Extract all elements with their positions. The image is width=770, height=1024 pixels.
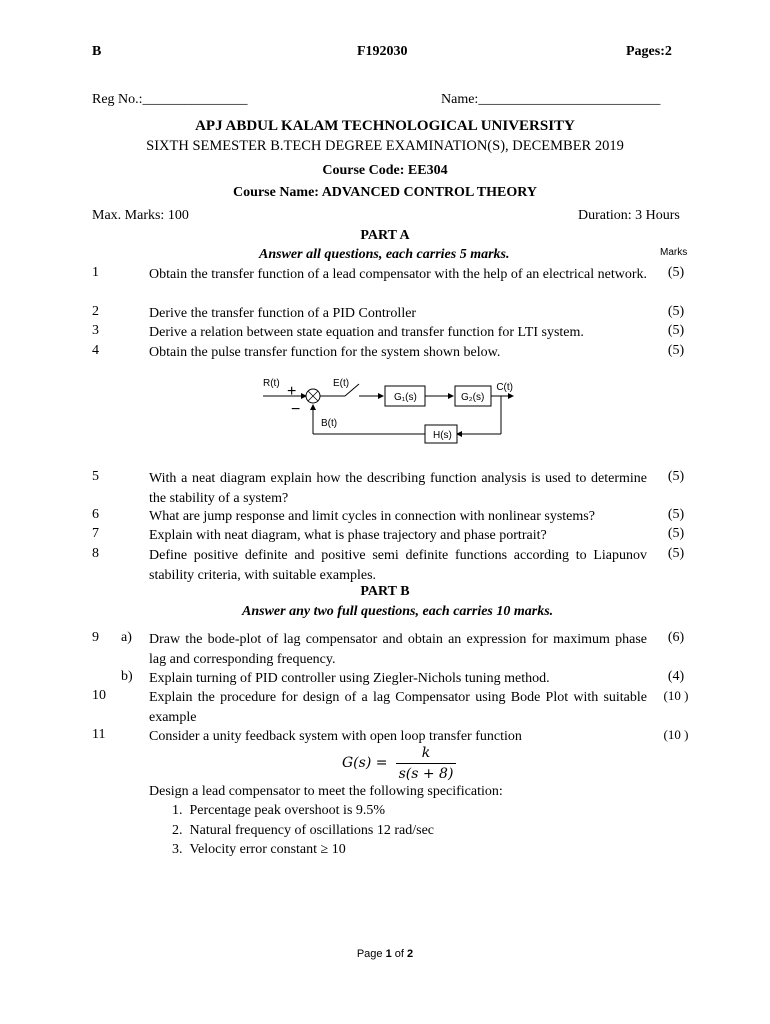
question-text: Derive the transfer function of a PID Controller: [149, 306, 417, 321]
block-diagram: [255, 372, 515, 447]
question-number: 3: [92, 323, 99, 338]
question-number: 9: [92, 630, 99, 645]
spec-item: 1. Percentage peak overshoot is 9.5%: [172, 803, 386, 818]
question-text: Explain the procedure for design of a lag Compensator using Bode Plot with suitable example: [149, 690, 647, 725]
name-field: Name:__________________________: [441, 92, 661, 107]
question-text: Obtain the pulse transfer function for the system shown below.: [149, 345, 501, 360]
exam-set: B: [92, 44, 102, 59]
label-c: C(t): [496, 382, 513, 393]
subquestion-label: b): [121, 669, 133, 684]
course-name: Course Name: ADVANCED CONTROL THEORY: [233, 185, 537, 200]
equation-lhs: G(s) =: [342, 755, 388, 771]
question-text: Define positive definite and positive semi definite functions according to Liapunov stability criteria, with suitable examples.: [149, 548, 647, 583]
fraction-bar: [396, 763, 456, 764]
label-plus: +: [287, 383, 297, 400]
question-marks: (5): [667, 343, 685, 358]
question-marks: (5): [667, 526, 685, 541]
question-number: 10: [92, 688, 106, 703]
max-marks: Max. Marks: 100: [92, 208, 189, 223]
question-text: Consider a unity feedback system with open loop transfer function: [149, 729, 522, 744]
question-number: 1: [92, 265, 99, 280]
question-text: Explain turning of PID controller using Ziegler-Nichols tuning method.: [149, 671, 550, 686]
question-number: 11: [92, 727, 106, 742]
label-g2: G₂(s): [461, 392, 485, 403]
part-a-instruction: Answer all questions, each carries 5 marks.: [259, 247, 510, 262]
question-marks: (6): [667, 630, 685, 645]
question-number: 6: [92, 507, 99, 522]
page-count: Pages:2: [626, 44, 672, 59]
page-footer: [0, 948, 770, 960]
part-a-title: PART A: [360, 228, 410, 243]
label-r: R(t): [263, 378, 280, 389]
label-g1: G₁(s): [394, 392, 417, 403]
course-code: Course Code: EE304: [322, 163, 448, 178]
duration: Duration: 3 Hours: [578, 208, 680, 223]
question-number: 8: [92, 546, 99, 561]
footer-prefix: Page: [356, 948, 386, 960]
equation-denominator: s(s + 8): [398, 766, 454, 782]
question-marks: (5): [667, 507, 685, 522]
label-h: H(s): [433, 430, 452, 441]
question-number: 5: [92, 469, 99, 484]
subquestion-label: a): [121, 630, 132, 645]
spec-item: 2. Natural frequency of oscillations 12 rad/sec: [172, 823, 435, 838]
question-text: With a neat diagram explain how the describing function analysis is used to determine the stability of a system?: [149, 471, 647, 506]
question-marks: (10 ): [663, 688, 689, 703]
question-number: 4: [92, 343, 99, 358]
spec-item: 3. Velocity error constant ≥ 10: [172, 842, 346, 857]
part-b-instruction: Answer any two full questions, each carries 10 marks.: [242, 604, 554, 619]
question-marks: (5): [667, 469, 685, 484]
reg-no-field: Reg No.:_______________: [92, 92, 248, 107]
question-marks: (5): [667, 265, 685, 280]
question-number: 7: [92, 526, 99, 541]
footer-of: of: [391, 948, 408, 960]
footer-total-pages: 2: [407, 948, 414, 960]
question-number: 2: [92, 304, 99, 319]
label-b: B(t): [321, 418, 338, 429]
paper-code: F192030: [357, 44, 408, 59]
equation-fraction: [396, 744, 456, 783]
university-name: APJ ABDUL KALAM TECHNOLOGICAL UNIVERSITY: [195, 118, 575, 134]
question-text: Obtain the transfer function of a lead compensator with the help of an electrical network.: [149, 267, 647, 282]
question-marks: (5): [667, 546, 685, 561]
marks-heading: Marks: [660, 247, 688, 258]
question-marks: (5): [667, 304, 685, 319]
footer-current-page: 1: [385, 948, 392, 960]
question-marks: (10 ): [663, 727, 689, 742]
question-text: Derive a relation between state equation and transfer function for LTI system.: [149, 325, 584, 340]
question-marks: (5): [667, 323, 685, 338]
question-text: Explain with neat diagram, what is phase trajectory and phase portrait?: [149, 528, 547, 543]
question-text: Draw the bode-plot of lag compensator and obtain an expression for maximum phase lag and corresponding frequency.: [149, 632, 647, 667]
equation-numerator: k: [421, 745, 431, 761]
part-b-title: PART B: [360, 584, 410, 599]
design-instruction: Design a lead compensator to meet the following specification:: [149, 784, 503, 799]
question-text: What are jump response and limit cycles in connection with nonlinear systems?: [149, 509, 595, 524]
label-minus: −: [291, 401, 301, 418]
exam-title: SIXTH SEMESTER B.TECH DEGREE EXAMINATION(S), DECEMBER 2019: [146, 138, 624, 154]
label-e: E(t): [333, 378, 350, 389]
question-marks: (4): [667, 669, 685, 684]
